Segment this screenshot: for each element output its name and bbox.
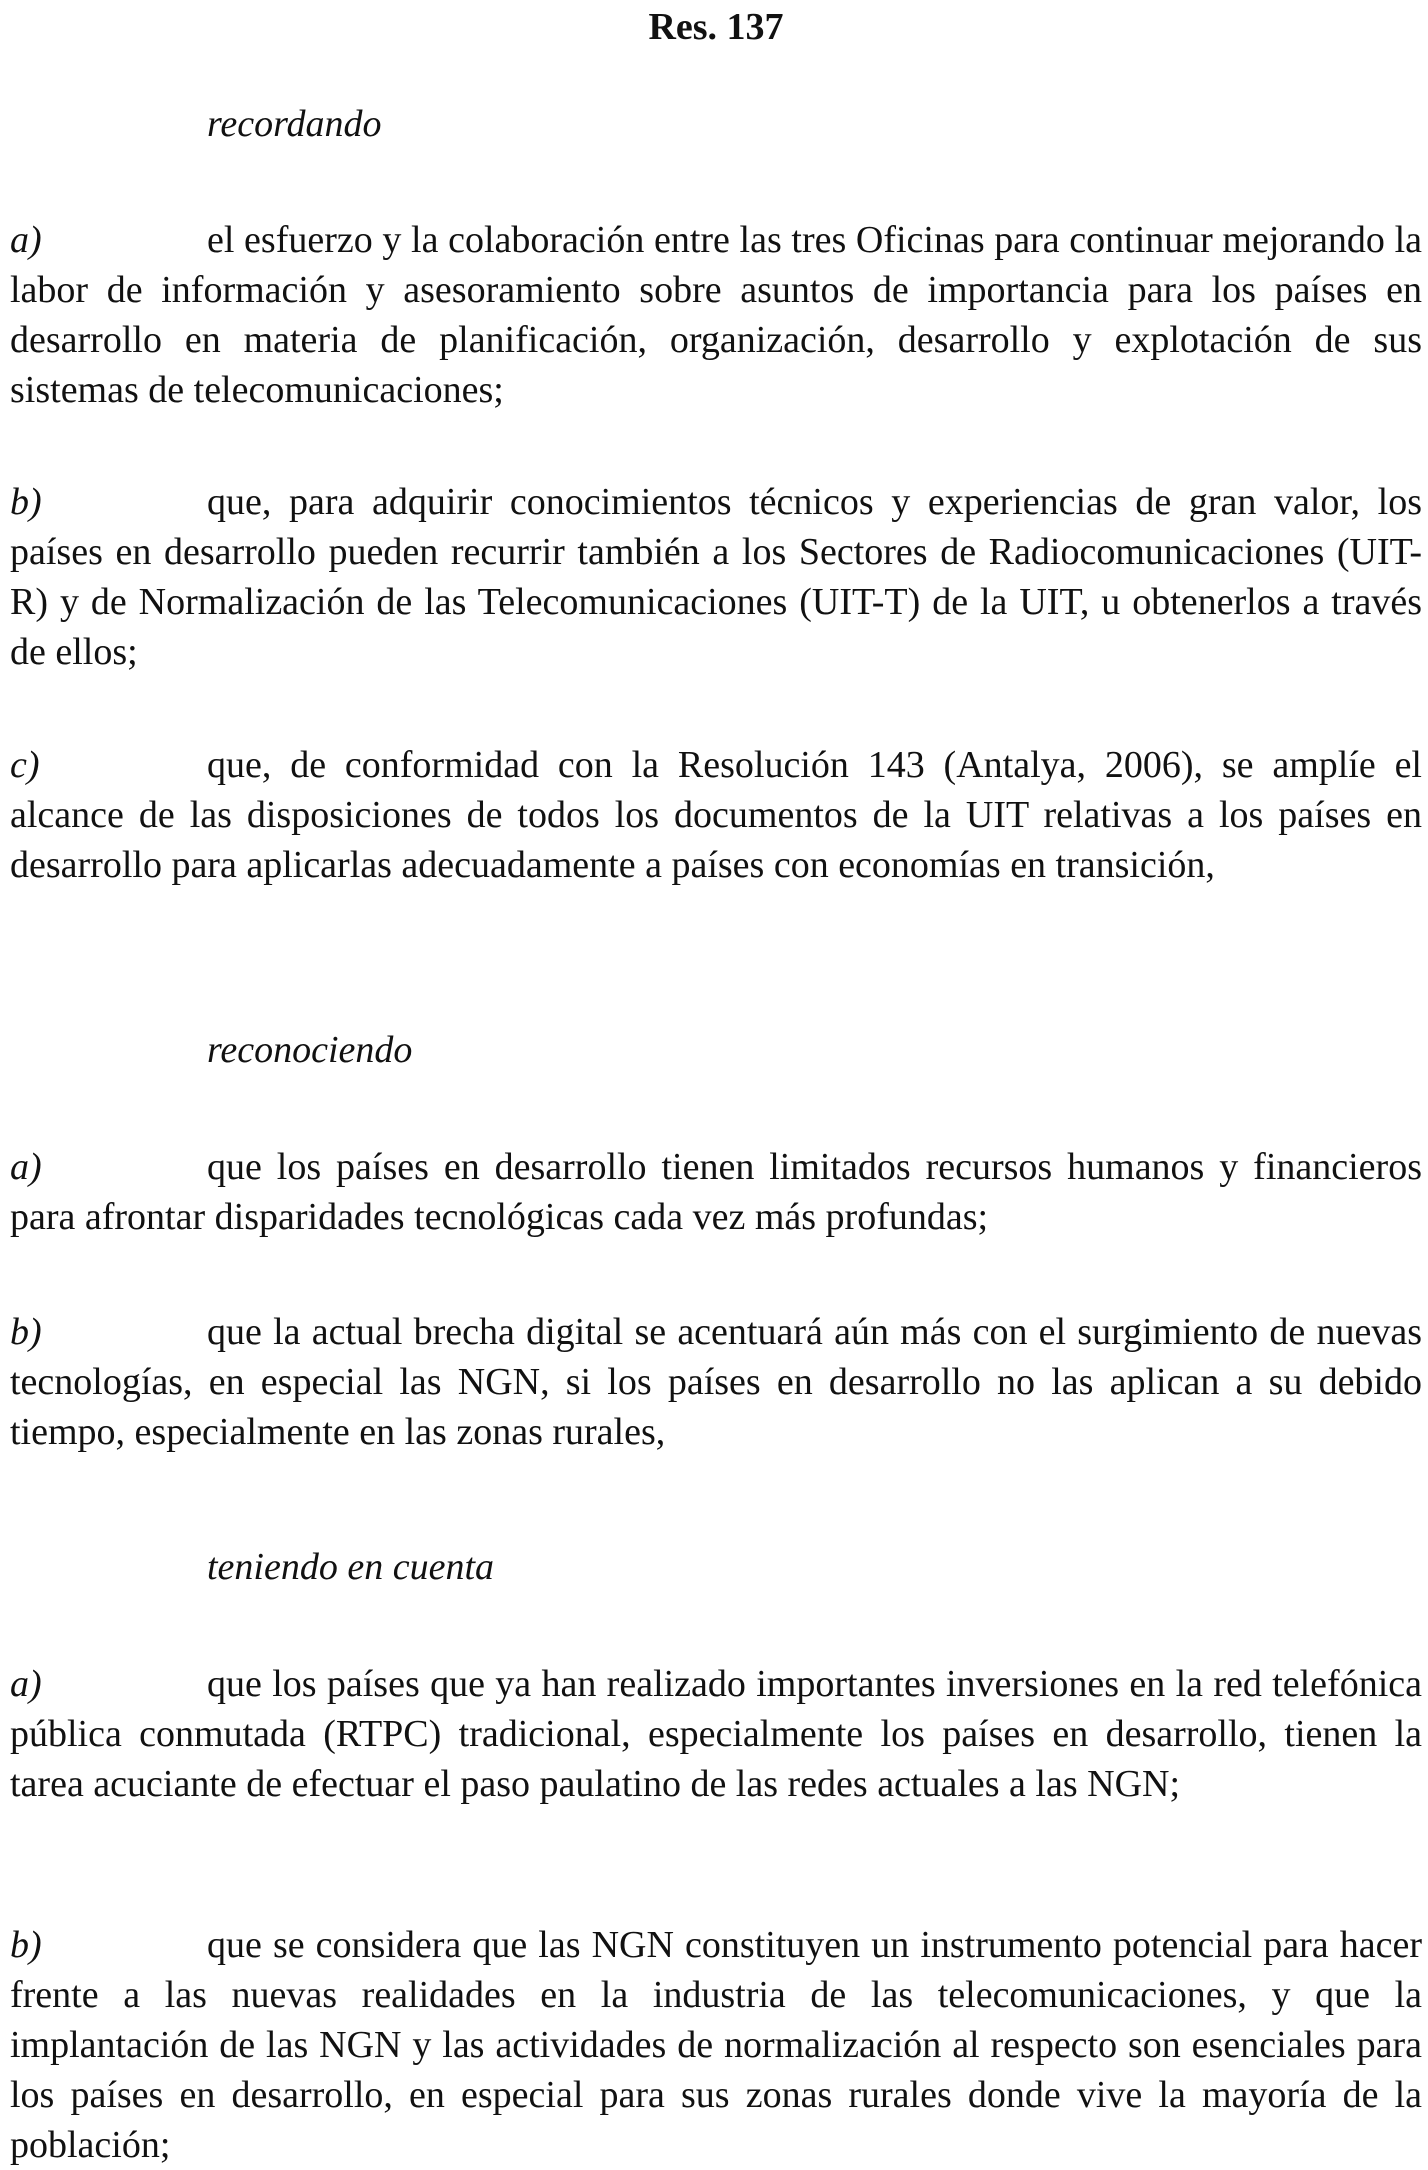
paragraph-label: a)	[10, 1663, 42, 1705]
paragraph-teniendo-a	[10, 1659, 1422, 1809]
paragraph-text: que los países que ya han realizado importantes inversiones en la red telefónica pública conmutada (RTPC) tradicional, especialmente los países en desarrollo, tienen la tarea acuciante de efectuar el paso paulatino de las redes actuales a las NGN;	[10, 1663, 1422, 1805]
paragraph-text: que se considera que las NGN constituyen un instrumento potencial para hacer frente a las nuevas realidades en la industria de las telecomunicaciones, y que la implantación de las NGN y las actividades de normalización al respecto son esenciales para los países en desarrollo, en especial para sus zonas rurales donde vive la mayoría de la población;	[10, 1924, 1422, 2166]
paragraph-recordando-c	[10, 740, 1422, 890]
paragraph-reconociendo-b	[10, 1307, 1422, 1457]
paragraph-text: que la actual brecha digital se acentuará aún más con el surgimiento de nuevas tecnologías, en especial las NGN, si los países en desarrollo no las aplican a su debido tiempo, especialmente en las zonas rurales,	[10, 1311, 1422, 1453]
paragraph-label: a)	[10, 219, 42, 261]
section-title-reconociendo: reconociendo	[207, 1029, 413, 1071]
paragraph-text: que, de conformidad con la Resolución 143 (Antalya, 2006), se amplíe el alcance de las disposiciones de todos los documentos de la UIT relativas a los países en desarrollo para aplicarlas adecuadamente a países con economías en transición,	[10, 744, 1422, 886]
paragraph-text: que los países en desarrollo tienen limitados recursos humanos y financieros para afrontar disparidades tecnológicas cada vez más profundas;	[10, 1146, 1422, 1238]
section-title-recordando: recordando	[207, 103, 382, 145]
paragraph-label: b)	[10, 1311, 42, 1353]
resolution-number: Res. 137	[648, 6, 784, 48]
paragraph-teniendo-b	[10, 1920, 1422, 2170]
section-title-teniendo-en-cuenta: teniendo en cuenta	[207, 1546, 495, 1588]
paragraph-label: c)	[10, 744, 40, 786]
paragraph-label: b)	[10, 481, 42, 523]
paragraph-label: b)	[10, 1924, 42, 1966]
paragraph-text: el esfuerzo y la colaboración entre las tres Oficinas para continuar mejorando la labor de información y asesoramiento sobre asuntos de importancia para los países en desarrollo en materia de planificación, organización, desarrollo y explotación de sus sistemas de telecomunicaciones;	[10, 219, 1422, 411]
paragraph-recordando-b	[10, 477, 1422, 677]
paragraph-recordando-a	[10, 215, 1422, 415]
paragraph-reconociendo-a	[10, 1142, 1422, 1242]
paragraph-label: a)	[10, 1146, 42, 1188]
paragraph-text: que, para adquirir conocimientos técnicos y experiencias de gran valor, los países en desarrollo pueden recurrir también a los Sectores de Radiocomunicaciones (UIT-R) y de Normalización de las Telecomunicaciones (UIT-T) de la UIT, u obtenerlos a través de ellos;	[10, 481, 1422, 673]
